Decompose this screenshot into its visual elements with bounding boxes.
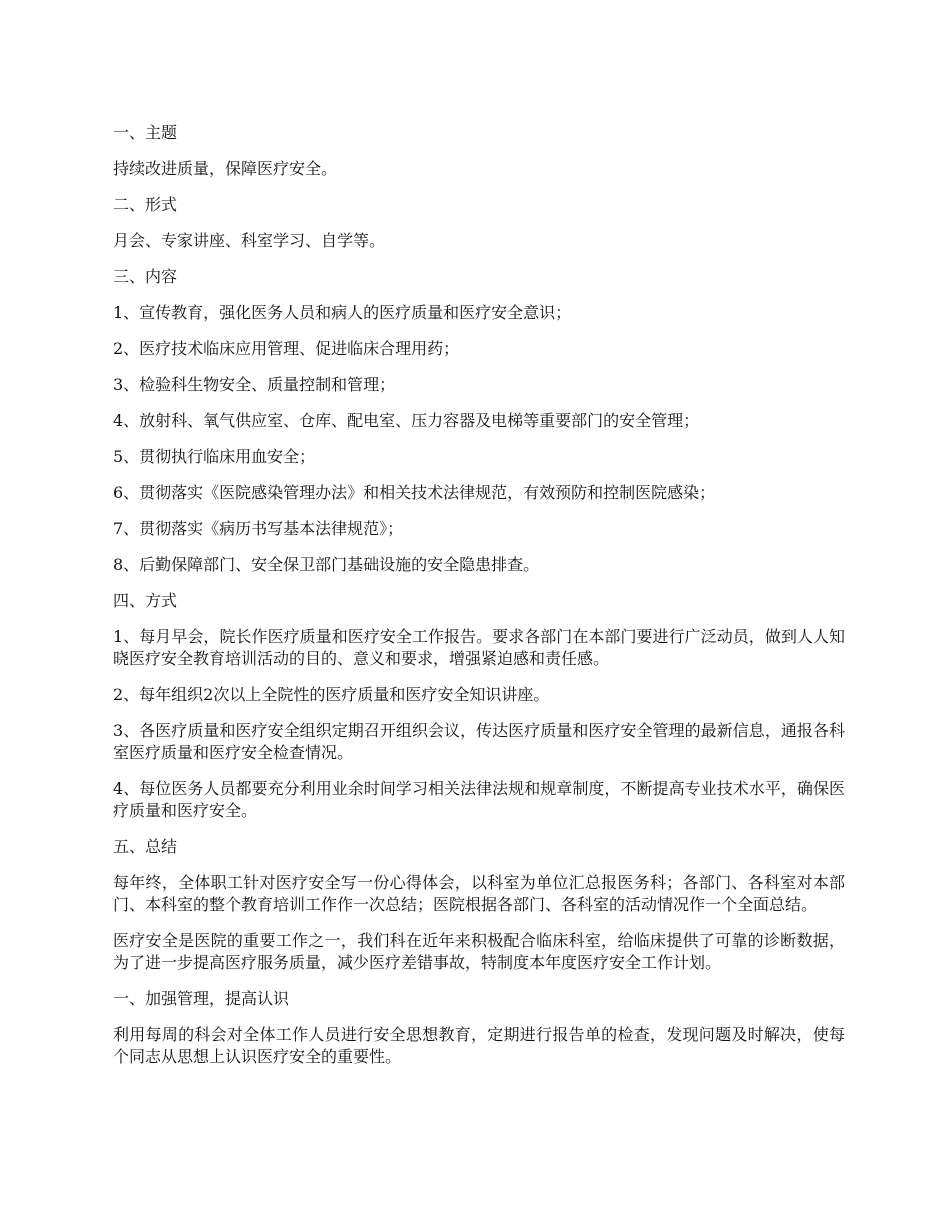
content-item-3: 3、检验科生物安全、质量控制和管理； <box>113 375 396 394</box>
management-text: 利用每周的科会对全体工作人员进行安全思想教育，定期进行报告单的检查，发现问题及时解决，使每个同志从思想上认识医疗安全的重要性。 <box>113 1025 845 1066</box>
content-item-1: 1、宣传教育，强化医务人员和病人的医疗质量和医疗安全意识； <box>113 303 572 322</box>
theme-text: 持续改进质量，保障医疗安全。 <box>113 159 338 178</box>
method-item-4: 4、每位医务人员都要充分利用业余时间学习相关法律法规和规章制度，不断提高专业技术水平，确保医疗质量和医疗安全。 <box>113 779 845 820</box>
heading-management: 一、加强管理，提高认识 <box>113 989 290 1008</box>
content-item-6: 6、贯彻落实《医院感染管理办法》和相关技术法律规范，有效预防和控制医院感染； <box>113 483 716 502</box>
heading-content: 三、内容 <box>113 267 178 286</box>
heading-summary: 五、总结 <box>113 837 178 856</box>
method-item-1: 1、每月早会，院长作医疗质量和医疗安全工作报告。要求各部门在本部门要进行广泛动员，做到人人知晓医疗安全教育培训活动的目的、意义和要求，增强紧迫感和责任感。 <box>113 627 845 668</box>
method-item-2: 2、每年组织2次以上全院性的医疗质量和医疗安全知识讲座。 <box>113 685 550 704</box>
summary-text: 每年终，全体职工针对医疗安全写一份心得体会，以科室为单位汇总报医务科；各部门、各科室对本部门、本科室的整个教育培训工作作一次总结；医院根据各部门、各科室的活动情况作一个全面总结。 <box>113 873 845 914</box>
content-item-2: 2、医疗技术临床应用管理、促进临床合理用药； <box>113 339 460 358</box>
content-item-7: 7、贯彻落实《病历书写基本法律规范》； <box>113 519 404 538</box>
heading-method: 四、方式 <box>113 591 178 610</box>
method-item-3: 3、各医疗质量和医疗安全组织定期召开组织会议，传达医疗质量和医疗安全管理的最新信息，通报各科室医疗质量和医疗安全检查情况。 <box>113 721 845 762</box>
heading-form: 二、形式 <box>113 195 178 214</box>
content-item-4: 4、放射科、氧气供应室、仓库、配电室、压力容器及电梯等重要部门的安全管理； <box>113 411 700 430</box>
heading-theme: 一、主题 <box>113 123 178 142</box>
form-text: 月会、专家讲座、科室学习、自学等。 <box>113 231 386 250</box>
intro-paragraph: 医疗安全是医院的重要工作之一，我们科在近年来积极配合临床科室，给临床提供了可靠的诊断数据，为了进一步提高医疗服务质量，减少医疗差错事故，特制度本年度医疗安全工作计划。 <box>113 931 845 972</box>
content-item-8: 8、后勤保障部门、安全保卫部门基础设施的安全隐患排查。 <box>113 555 540 574</box>
content-item-5: 5、贯彻执行临床用血安全； <box>113 447 316 466</box>
document-body <box>113 122 845 1082</box>
